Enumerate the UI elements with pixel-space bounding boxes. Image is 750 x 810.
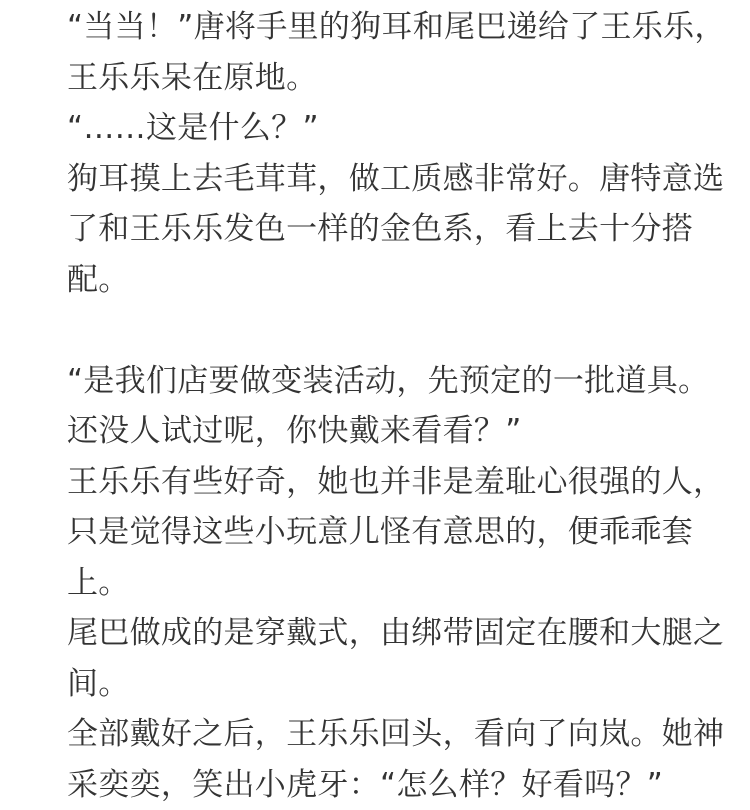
text-line: “……这是什么？”: [67, 103, 707, 154]
text-line: 王乐乐有些好奇，她也并非是羞耻心很强的人，: [67, 457, 707, 508]
text-line: 采奕奕，笑出小虎牙：“怎么样？好看吗？”: [67, 760, 707, 810]
text-line: 了和王乐乐发色一样的金色系，看上去十分搭: [67, 204, 707, 255]
text-line: 尾巴做成的是穿戴式，由绑带固定在腰和大腿之: [67, 608, 707, 659]
text-line: 只是觉得这些小玩意儿怪有意思的，便乖乖套: [67, 507, 707, 558]
article-body: [67, 2, 707, 810]
text-line: “当当！”唐将手里的狗耳和尾巴递给了王乐乐，: [67, 2, 707, 53]
text-line: 狗耳摸上去毛茸茸，做工质感非常好。唐特意选: [67, 154, 707, 205]
text-line: 配。: [67, 255, 707, 306]
text-line: 间。: [67, 659, 707, 710]
text-line: 上。: [67, 558, 707, 609]
text-line: “是我们店要做变装活动，先预定的一批道具。: [67, 356, 707, 407]
text-line: 还没人试过呢，你快戴来看看？”: [67, 406, 707, 457]
text-line: 王乐乐呆在原地。: [67, 53, 707, 104]
paragraph-gap: [67, 305, 707, 356]
text-line: 全部戴好之后，王乐乐回头，看向了向岚。她神: [67, 709, 707, 760]
